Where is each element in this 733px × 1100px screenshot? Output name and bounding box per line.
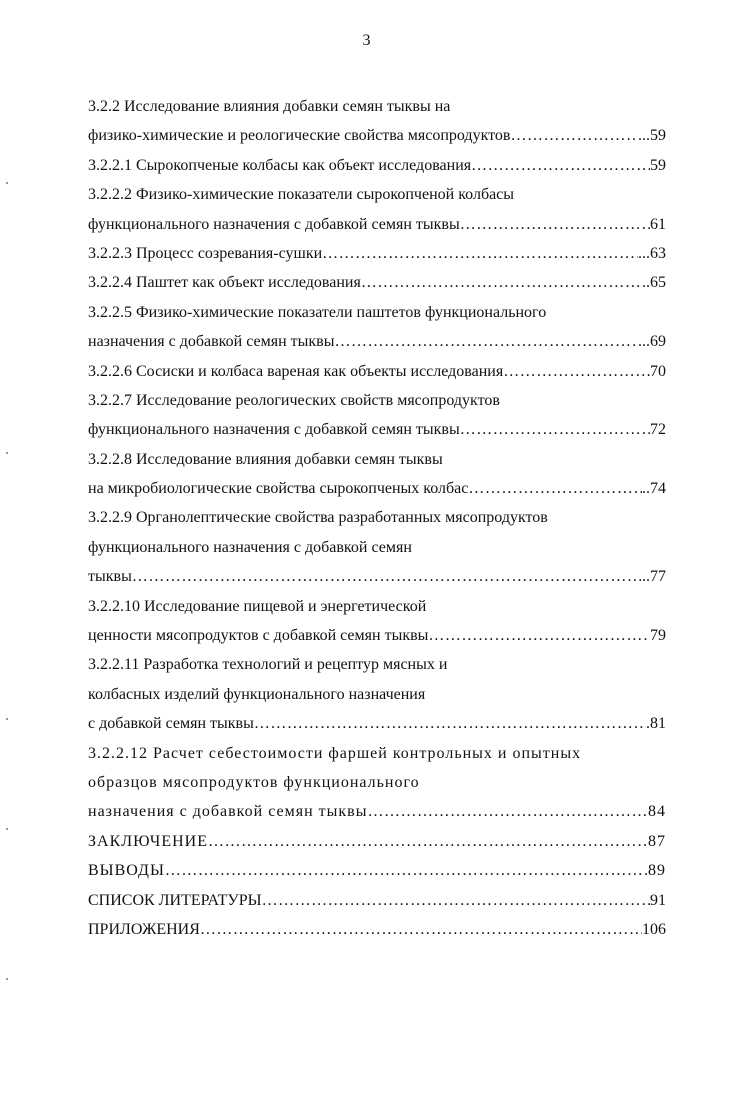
dot-leader (132, 562, 642, 591)
toc-entry-text: 3.2.2.4 Паштет как объект исследования (88, 274, 361, 292)
toc-entry-text: 3.2.2.1 Сырокопченые колбасы как объект исследования (88, 156, 472, 174)
toc-line (88, 239, 666, 268)
toc-line (88, 180, 666, 209)
dot-leader (200, 915, 642, 944)
toc-entry-text: образцов мясопродуктов функционального (88, 773, 420, 791)
toc-page-number: .65 (646, 274, 666, 292)
dot-leader (460, 210, 650, 239)
dot-leader (367, 797, 648, 826)
toc-entry-text: 3.2.2.7 Исследование реологических свойств мясопродуктов (88, 391, 500, 409)
toc-page-number: 106 (642, 920, 666, 938)
dot-leader (460, 415, 650, 444)
toc-line (88, 827, 666, 856)
toc-line (88, 768, 666, 797)
dot-leader (471, 151, 650, 180)
toc-line (88, 797, 666, 826)
dot-leader (254, 709, 646, 738)
toc-line (88, 886, 666, 915)
toc-entry-text: 3.2.2.2 Физико-химические показатели сырокопченой колбасы (88, 186, 515, 204)
toc-entry-text: ПРИЛОЖЕНИЯ (88, 920, 200, 938)
toc-page-number: ...63 (638, 244, 666, 262)
dot-leader (468, 474, 642, 503)
toc-page-number: .81 (646, 715, 666, 733)
toc-entry-text: 3.2.2 Исследование влияния добавки семян тыквы на (88, 98, 451, 115)
toc-line (88, 121, 666, 150)
table-of-contents (88, 92, 666, 944)
dot-leader (262, 886, 650, 915)
toc-entry-text: функционального назначения с добавкой семян тыквы (88, 421, 460, 439)
scan-speck (6, 452, 8, 454)
dot-leader (322, 239, 638, 268)
toc-entry-text: с добавкой семян тыквы (88, 715, 254, 733)
dot-leader (510, 121, 638, 150)
toc-line (88, 386, 666, 415)
toc-line (88, 650, 666, 679)
toc-page-number: ...69 (638, 333, 666, 351)
toc-entry-text: функционального назначения с добавкой семян (88, 538, 412, 556)
toc-entry-text: 3.2.2.5 Физико-химические показатели паштетов функционального (88, 303, 547, 321)
dot-leader (361, 268, 646, 297)
toc-entry-text: на микробиологические свойства сырокопченых колбас (88, 480, 469, 498)
toc-page-number: ..74 (642, 480, 666, 498)
toc-page-number: 61 (650, 215, 666, 233)
toc-line (88, 915, 666, 944)
toc-line (88, 592, 666, 621)
toc-entry-text: ценности мясопродуктов с добавкой семян тыквы (88, 627, 429, 645)
toc-entry-text: ЗАКЛЮЧЕНИЕ (88, 832, 208, 850)
toc-line (88, 856, 666, 885)
scan-speck (6, 978, 8, 980)
toc-entry-text: 3.2.2.11 Разработка технологий и рецептур мясных и (88, 656, 448, 674)
toc-line (88, 151, 666, 180)
toc-line (88, 739, 666, 768)
toc-entry-text: ВЫВОДЫ (88, 862, 165, 880)
toc-entry-text: 3.2.2.6 Сосиски и колбаса вареная как объекты исследования (88, 362, 504, 380)
toc-line (88, 503, 666, 532)
toc-page-number: 59 (650, 156, 666, 174)
toc-line (88, 327, 666, 356)
toc-page-number: 84 (648, 803, 666, 821)
toc-entry-text: 3.2.2.3 Процесс созревания-сушки (88, 244, 323, 262)
dot-leader (334, 327, 638, 356)
toc-entry-text: колбасных изделий функционального назначения (88, 685, 426, 703)
toc-entry-text: функционального назначения с добавкой семян тыквы (88, 215, 460, 233)
toc-page-number: ...59 (638, 127, 666, 145)
toc-page-number: 72 (650, 421, 666, 439)
toc-line (88, 357, 666, 386)
toc-line (88, 268, 666, 297)
toc-page-number: 89 (648, 862, 666, 880)
toc-line (88, 709, 666, 738)
toc-line (88, 210, 666, 239)
toc-page-number: 87 (648, 832, 666, 850)
toc-entry-text: 3.2.2.12 Расчет себестоимости фаршей контрольных и опытных (88, 744, 582, 762)
dot-leader (208, 827, 648, 856)
toc-entry-text: 3.2.2.8 Исследование влияния добавки семян тыквы (88, 450, 443, 468)
page-number: 3 (362, 32, 371, 49)
toc-line (88, 298, 666, 327)
toc-line (88, 533, 666, 562)
scan-speck (6, 182, 8, 184)
dot-leader (503, 357, 650, 386)
scan-speck (6, 828, 8, 830)
toc-line (88, 680, 666, 709)
dot-leader (165, 856, 648, 885)
toc-page-number: ..77 (642, 568, 666, 586)
toc-entry-text: тыквы (88, 568, 132, 586)
toc-entry-text: СПИСОК ЛИТЕРАТУРЫ (88, 891, 262, 909)
toc-page-number: 79 (650, 627, 666, 645)
toc-entry-text: 3.2.2.9 Органолептические свойства разработанных мясопродуктов (88, 509, 548, 527)
toc-entry-text: физико-химические и реологические свойства мясопродуктов (88, 127, 511, 145)
toc-page-number: 70 (650, 362, 666, 380)
toc-line (88, 562, 666, 591)
toc-entry-text: назначения с добавкой семян тыквы (88, 803, 368, 821)
scan-speck (6, 718, 8, 720)
toc-line (88, 415, 666, 444)
toc-line (88, 621, 666, 650)
toc-line (88, 474, 666, 503)
toc-line (88, 445, 666, 474)
toc-line (88, 92, 666, 121)
toc-page-number: 91 (650, 891, 666, 909)
toc-entry-text: 3.2.2.10 Исследование пищевой и энергетической (88, 597, 427, 615)
dot-leader (428, 621, 650, 650)
toc-entry-text: назначения с добавкой семян тыквы (88, 333, 335, 351)
